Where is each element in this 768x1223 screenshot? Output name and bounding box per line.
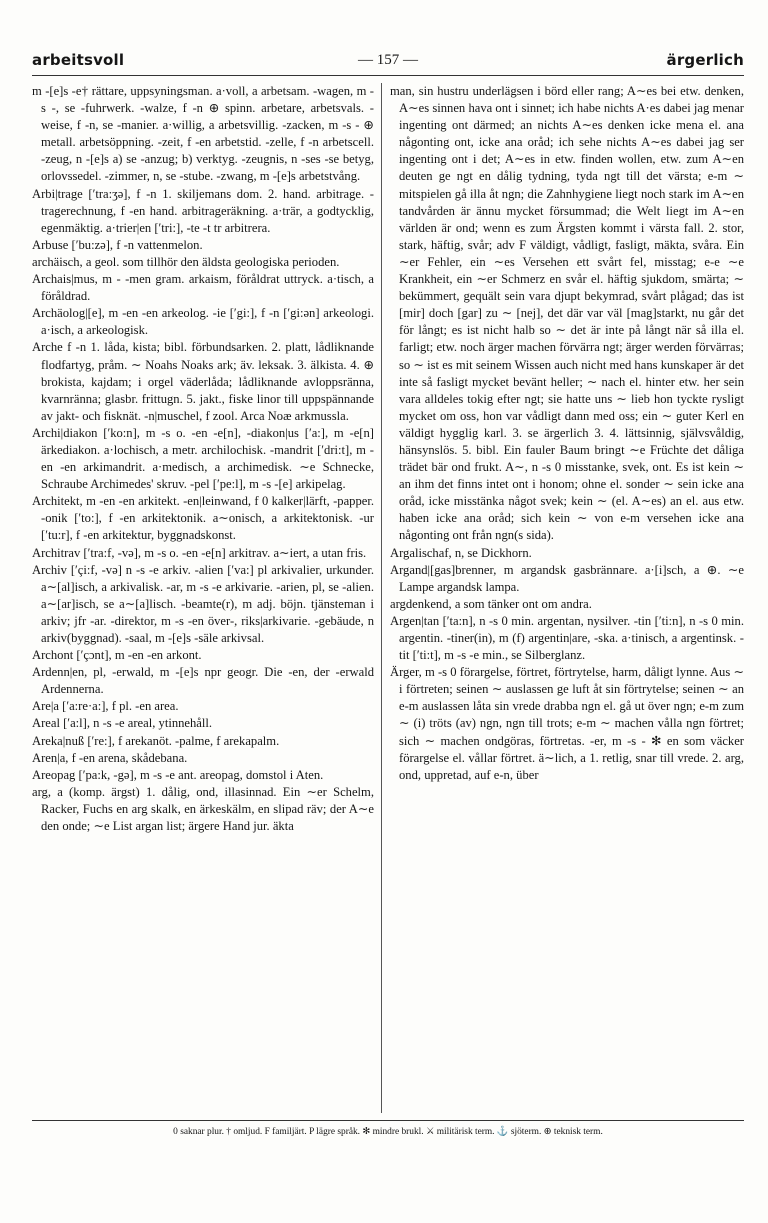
entry-argandbrenner: Argand|[gas]brenner, m argandsk gasbrännare. a·[i]sch, a ⊕. ∼e Lampe argandsk lampa. xyxy=(390,562,744,594)
entry-arekanuss: Areka|nuß [′re:], f arekanöt. -palme, f arekapalm. xyxy=(32,733,280,748)
entry-architekt: Architekt, m -en -en arkitekt. -en|leinwand, f 0 kalker|lärft, -papper. -onik [′to:], f -en arkitektonik. a∼onisch, a arkitektonisk. -ur [′tu:r], f -en arkitektur, byggnadskonst. xyxy=(32,494,374,543)
entry-architrav: Architrav [′tra:f, -və], m -s o. -en -e[n] arkitrav. a∼iert, a utan fris. xyxy=(32,545,367,560)
running-header xyxy=(32,47,744,76)
dictionary-page xyxy=(32,0,744,1223)
header-right-guide-word: ärgerlich xyxy=(666,51,744,69)
entry-archaologe: Archäolog|[e], m -en -en arkeolog. -ie [′gi:], f -n [′gi:ən] arkeologi. a·isch, a arkeologisk. xyxy=(32,306,374,338)
right-column xyxy=(390,83,744,784)
entry-arbitrage: Arbi|trage [′tra:ʒə], f -n 1. skiljemans dom. 2. hand. arbitrage. -tragerechnung, f -en hand. arbitrageräkning. a·trär, a godtycklig, egenmäktig. a·trier|en [′tri:], -te -t tr arbitrera. xyxy=(32,186,374,235)
entry-arger: Ärger, m -s 0 förargelse, förtret, förtrytelse, harm, dåligt lynne. Aus ∼ i förtreten; seinen ∼ auslassen ge luft åt sin förtrytelse; seinen ∼ an e-m auslassen låta sin vrede drabba ngn el. gå ut över ngn; e-m zum ∼ (i) tröts (av) ngn, ngn till trots; e-m ∼ machen vålla ngn förtret; sich ∼ machen ondgöras, förtretas. -er, m -s - ✻ en som väcker förargelse el. vållar förtret. ä∼lich, a 1. retlig, snar till vrede. 2. arg, ond, uppretad, auf e-n, über xyxy=(390,665,744,782)
entry-areopag: Areopag [′pa:k, -gə], m -s -e ant. areopag, domstol i Aten. xyxy=(32,767,324,782)
entry-archaisch: archäisch, a geol. som tillhör den äldsta geologiska perioden. xyxy=(32,254,340,269)
entry-arche: Arche f -n 1. låda, kista; bibl. förbundsarken. 2. platt, lådliknande flodfartyg, pråm. ∼ Noahs Noaks ark; äv. leksak. 3. älkista. 4. ⊕ brokista, kajdam; i orgel väderlåda; lådliknande avloppsränna, kvarnränna; glasbr. frittugn. 5. jakt., fiske linor till uppspännande av jakt- och fisknät. -n|muschel, f zool. Arca Noæ arkmussla. xyxy=(32,340,374,423)
entry-argalischaf: Argalischaf, n, se Dickhorn. xyxy=(390,545,532,560)
entry-arg-continued: man, sin hustru underlägsen i börd eller rang; A∼es bei etw. denken, A∼es sinnen hava ont i sinnet; ich habe nichts A·es dabei jag menar ingenting ont därmed; an nichts A∼es denken icke mena el. ana någonting ont, icke ana oråd; ich sehe nichts A∼es dabei jag ser ingenting ont i det; A∼es in etw. finden wollen, etw. zum A∼en deuten ge ngt en dålig tydning, tyda ngt till det värsta; e-m ∼ mitspielen gå illa åt ngn; die Zahnhygiene liegt noch stark im A∼en tandvården är ännu mycket försummad; die Welt liegt im A∼en världen är ond; wenn es zum Ärgsten kommt i värsta fall. 2. stor, stark, häftig, svår; adv F väldigt, vådligt, fasligt, mäkta, svåra. Ein ∼er Fehler, ein ∼es Versehen ett svårt fel, misstag; e-e ∼e Krankheit, ein ∼er Schmerz en svår el. häftig sjukdom, smärta; ∼ bekümmert, gequält sein vara djupt bekymrad, svårt plågad; das ist [mir] doch [gar] zu ∼ [nej], det där var väl [mag]starkt, nu går det för långt; es ist nicht halb so ∼ det är inte på långt när så illa el. farligt; etw. noch ärger machen förvärra ngt; ärger werden förvärras; so ∼ ist es mit seinem Wissen auch nicht med hans kunskaper är det inte så fasligt mycket bevänt heller; ∼ nach el. hinter etw. her sein vara alldeles tokig efter ngt; sie hatte uns ∼ lieb hon tyckte rysligt mycket om oss, hon var vådligt dann med oss; ein ∼ guter Kerl en väldigt hygglig karl. 3. se ärgerlich 3. 4. lättsinnig, självsvåldig, hänsynslös. 5. bibl. Ein fauler Baum bringt ∼e Früchte det dåliga trädet bär ond frukt. A∼, n -s 0 misstanke, svek, ont. Es ist kein ∼ an ihm det finns intet ont i honom; ohne el. sonder ∼ sein icke ana oråd, icke misstänka något svek; kein ∼ (el. A∼es) an el. aus etw. haben icke ana oråd; sich kein ∼ von e-m versehen icke ana någonting ont från ngn(s sida). xyxy=(390,84,744,543)
entry-archiv: Archiv [′çi:f, -və] n -s -e arkiv. -alien [′va:] pl arkivalier, urkunder. a∼[al]isch, a arkivalisk. -ar, m -s -e arkivarie. -arien, pl, se -alien. a∼[ar]isch, se a∼[a]lisch. -beamte(r), m adj. böjn. tjänsteman i arkiv; jfr -ar. -direktor, m -s -en över-, riks|arkivarie. -gebäude, n arkiv(byggnad). -saal, m -[e]s -säle arkivsal. xyxy=(32,562,374,645)
page-number: — 157 — xyxy=(358,52,418,68)
left-column xyxy=(32,83,374,835)
entry-archidiakon: Archi|diakon [′ko:n], m -s o. -en -e[n], -diakon|us [′a:], m -e[n] ärkediakon. a·lochisch, a metr. archilochisk. -mandrit [′dri:t], m -en -en arkimandrit. a·medisch, a archimedisk. ∼e Schnecke, Schraube Archimedes' skruv. -pel [′pe:l], m -s -[e] arkipelag. xyxy=(32,425,374,492)
entry-arbuse: Arbuse [′bu:zə], f -n vattenmelon. xyxy=(32,237,203,252)
entry-area: Are|a [′a:re·a:], f pl. -en area. xyxy=(32,699,179,714)
entry-arena: Aren|a, f -en arena, skådebana. xyxy=(32,750,188,765)
entry-arbeitsvoll: m -[e]s -e† rättare, uppsyningsman. a·voll, a arbetsam. -wagen, m -s -, se -fuhrwerk. -walze, f -n ⊕ spinn. arbetare, arbetsvals. -weise, f -n, se -manier. a·willig, a arbetsvillig. -zacken, m -s - ⊕ metall. arbetsöppning. -zeit, f -en arbetstid. -zelle, f -n arbetscell. -zeug, n -[e]s a) se -anzug; b) verktyg. -zeugnis, n -ses -se betyg, orlovssedel. -zimmer, n, se -stube. -zwang, m -[e]s arbetstvång. xyxy=(32,84,374,184)
entry-archaismus: Archais|mus, m - -men gram. arkaism, föråldrat uttryck. a·tisch, a föråldrad. xyxy=(32,272,374,304)
entry-argentan: Argen|tan [′ta:n], n -s 0 min. argentan, nysilver. -tin [′ti:n], n -s 0 min. argentin. -tiner(in), m (f) argentin|are, -ska. a·tinisch, a argentinsk. -tit [′ti:t], m -s -e min., se Silberglanz. xyxy=(390,613,744,663)
entry-argdenkend: argdenkend, a som tänker ont om andra. xyxy=(390,596,592,611)
entry-archont: Archont [′çɔnt], m -en -en arkont. xyxy=(32,648,202,663)
column-divider xyxy=(381,83,382,1113)
abbreviation-legend: 0 saknar plur. † omljud. F familjärt. P lägre språk. ✻ mindre brukl. ⚔ militärisk term. ⚓ sjöterm. ⊕ teknisk term. xyxy=(32,1120,744,1137)
entry-areal: Areal [′a:l], n -s -e areal, ytinnehåll. xyxy=(32,716,213,731)
entry-arg: arg, a (komp. ärgst) 1. dålig, ond, illasinnad. Ein ∼er Schelm, Racker, Fuchs en arg skalk, en ärkeskälm, en slipad räv; der A∼e den onde; ∼e List argan list; ärgere Hand jur. äkta xyxy=(32,784,374,834)
header-left-guide-word: arbeitsvoll xyxy=(32,51,125,69)
entry-ardennen: Ardenn|en, pl, -erwald, m -[e]s npr geogr. Die -en, der -erwald Ardennerna. xyxy=(32,665,374,697)
